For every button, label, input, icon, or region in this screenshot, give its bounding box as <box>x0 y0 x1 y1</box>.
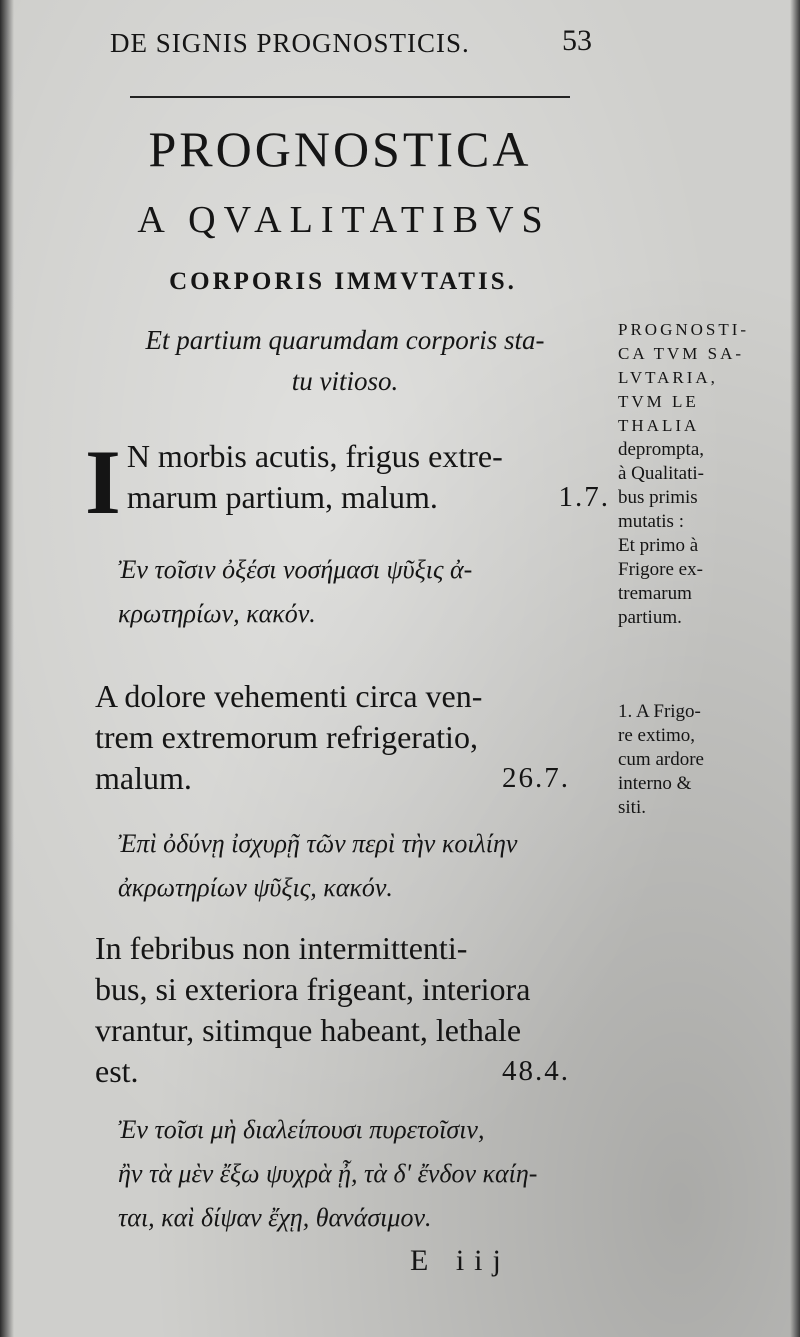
aphorism-3-line-4 <box>95 1051 610 1092</box>
aphorism-3-line-1: In febribus non intermittenti- <box>95 930 468 966</box>
aphorism-reference: 1.7. <box>558 481 610 513</box>
aphorism-2-line-1: A dolore vehementi circa ven- <box>95 678 483 714</box>
aphorism-reference: 48.4. <box>502 1055 570 1087</box>
aphorism-latin-1 <box>85 431 610 533</box>
aphorism-1-line-2-text: marum partium, malum. <box>126 479 438 515</box>
aphorism-greek-2 <box>118 822 618 910</box>
margin-note-2-line-2: re extimo, <box>618 725 696 746</box>
greek-2-line-2: ἀκρωτηρίων ψῦξις, κακόν. <box>118 873 393 902</box>
aphorism-3-line-2: bus, si exteriora frigeant, interiora <box>95 971 531 1007</box>
margin-note-2-line-4: interno & <box>618 773 692 794</box>
aphorism-1-line-2 <box>95 477 610 518</box>
italic-subtitle-line-1: Et partium quarumdam corporis sta- <box>145 325 545 355</box>
greek-3-line-3: ται, καὶ δίψαν ἔχῃ, θανάσιμον. <box>118 1203 432 1232</box>
margin-note-1-line-8: bus primis <box>618 487 698 508</box>
margin-note-2-line-1: 1. A Frigo- <box>618 701 701 722</box>
margin-note-1 <box>618 318 766 630</box>
greek-3-line-2: ἢν τὰ μὲν ἔξω ψυχρὰ ᾖ, τὰ δ' ἔνδον καίη- <box>118 1159 538 1188</box>
aphorism-2-line-2: trem extremorum refrigeratio, <box>95 719 478 755</box>
page-edge-shadow-left <box>0 0 14 1337</box>
aphorism-latin-3 <box>95 928 610 1092</box>
running-head: DE SIGNIS PROGNOSTICIS. <box>110 28 470 58</box>
aphorism-2-line-3 <box>95 758 610 799</box>
signature-mark: E iij <box>410 1244 511 1277</box>
margin-note-1-line-13: partium. <box>618 607 682 628</box>
margin-note-2 <box>618 700 766 820</box>
margin-note-1-line-3: LVTARIA, <box>618 368 718 387</box>
margin-note-2-line-3: cum ardore <box>618 749 704 770</box>
greek-3-line-1: Ἐν τοῖσι μὴ διαλείπουσι πυρετοῖσιν, <box>118 1115 485 1144</box>
aphorism-2-line-3-text: malum. <box>95 760 192 796</box>
aphorism-latin-2 <box>95 676 610 799</box>
margin-note-1-line-1: PROGNOSTI- <box>618 320 750 339</box>
section-subtitle-2: CORPORIS IMMVTATIS. <box>169 268 517 295</box>
margin-note-1-line-7: à Qualitati- <box>618 463 704 484</box>
aphorism-3-line-3: vrantur, sitimque habeant, lethale <box>95 1012 522 1048</box>
section-italic-subtitle <box>95 320 595 402</box>
drop-cap: I <box>85 431 121 533</box>
head-rule-divider <box>130 96 570 98</box>
aphorism-greek-3 <box>118 1108 618 1240</box>
aphorism-reference: 26.7. <box>502 762 570 794</box>
margin-note-1-line-5: THALIA <box>618 416 700 435</box>
greek-1-line-2: κρωτηρίων, κακόν. <box>118 599 316 628</box>
greek-2-line-1: Ἐπὶ ὀδύνῃ ἰσχυρῇ τῶν περὶ τὴν κοιλίην <box>118 829 518 858</box>
margin-note-1-line-9: mutatis : <box>618 511 684 532</box>
margin-note-1-line-12: tremarum <box>618 583 692 604</box>
section-title: PROGNOSTICA <box>148 121 532 177</box>
page-number: 53 <box>562 24 592 57</box>
margin-note-1-line-10: Et primo à <box>618 535 699 556</box>
margin-note-1-line-4: TVM LE <box>618 392 699 411</box>
page-edge-shadow-right <box>790 0 800 1337</box>
aphorism-3-line-4-text: est. <box>95 1053 139 1089</box>
margin-note-1-line-2: CA TVM SA- <box>618 344 745 363</box>
section-subtitle: A QVALITATIBVS <box>137 199 551 241</box>
aphorism-greek-1 <box>118 548 618 636</box>
greek-1-line-1: Ἐν τοῖσιν ὀξέσι νοσήμασι ψῦξις ἀ- <box>118 555 473 584</box>
margin-note-1-line-11: Frigore ex- <box>618 559 703 580</box>
italic-subtitle-line-2: tu vitioso. <box>291 366 399 396</box>
aphorism-1-line-1: N morbis acutis, frigus extre- <box>126 438 503 474</box>
margin-note-1-line-6: deprompta, <box>618 439 705 460</box>
margin-note-2-line-5: siti. <box>618 797 646 818</box>
